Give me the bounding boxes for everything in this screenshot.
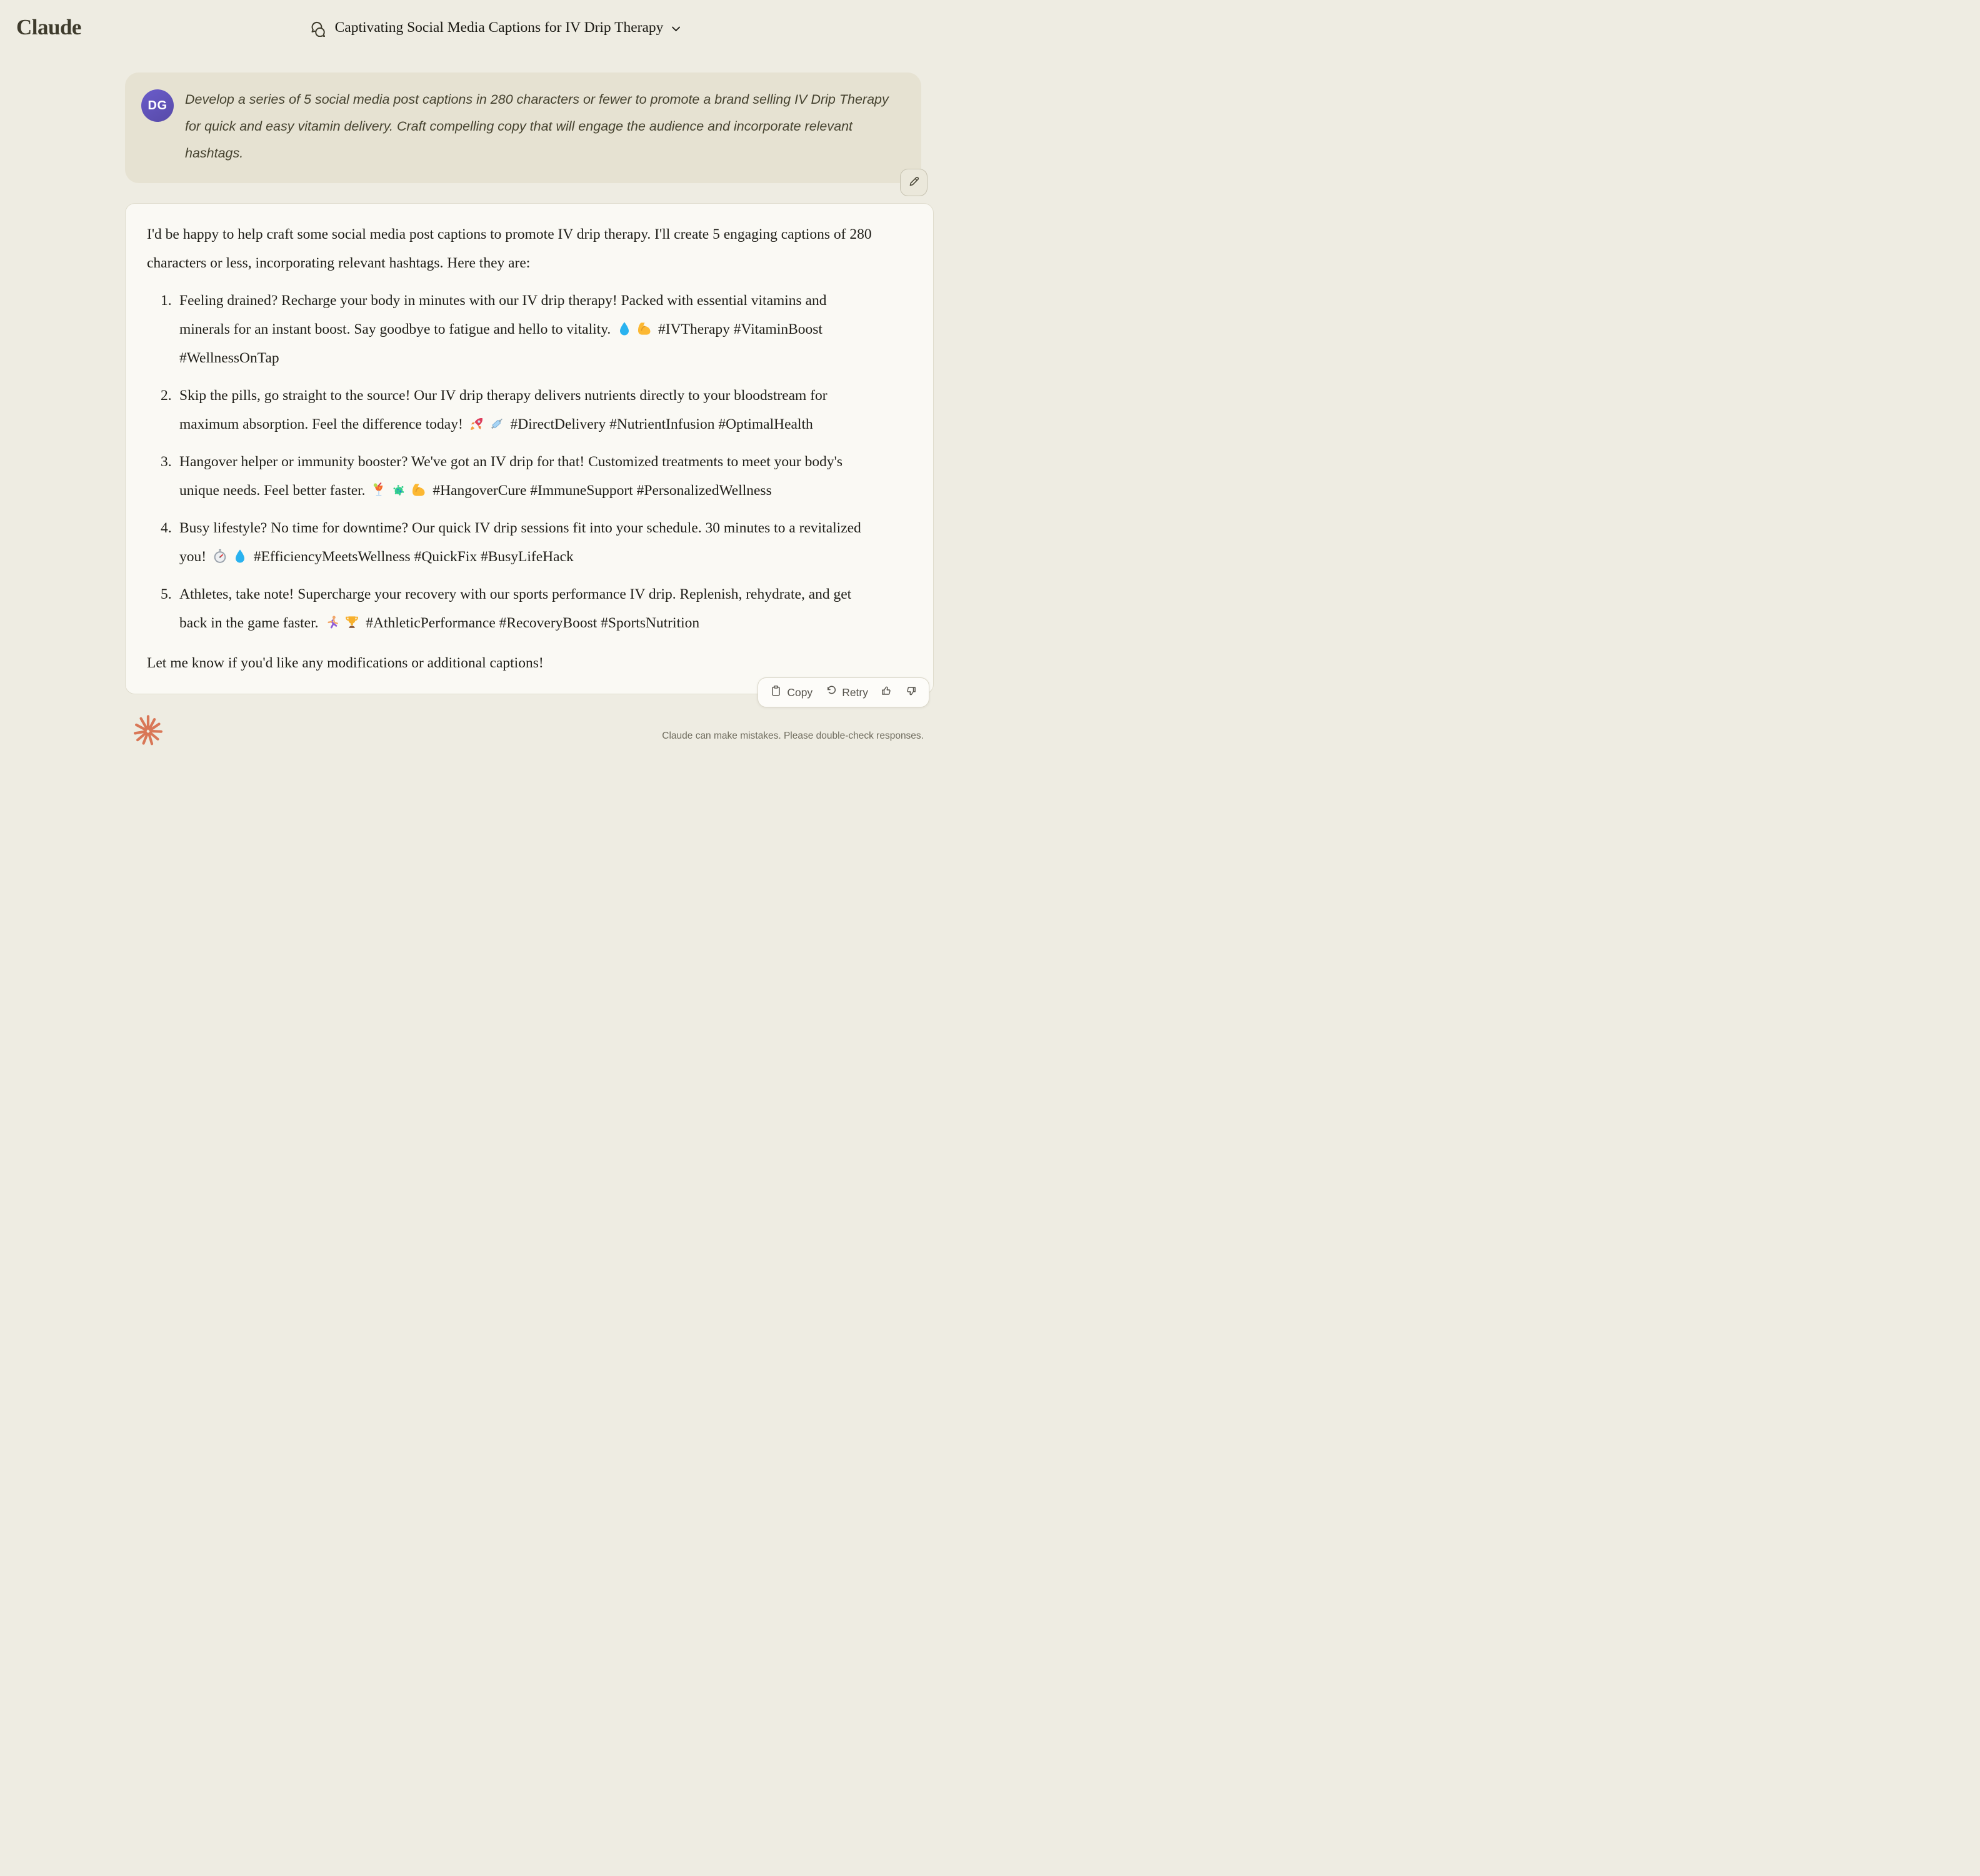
retry-label: Retry (842, 686, 868, 699)
retry-button[interactable] (819, 681, 874, 704)
conversation-title-menu[interactable] (310, 19, 681, 37)
claude-starburst-logo (131, 714, 165, 748)
assistant-message (125, 203, 934, 699)
caption-text: Feeling drained? Recharge your body in minutes with our IV drip therapy! Packed with essential vitamins and minerals for an instant boost. Say goodbye to fatigue and hello to vitality. (179, 292, 827, 337)
caption-body (179, 381, 870, 439)
flexed-biceps-emoji (636, 318, 652, 334)
caption-emojis (369, 482, 429, 499)
footer (125, 714, 934, 748)
thumbs-up-button[interactable] (875, 681, 898, 704)
user-message-text: Develop a series of 5 social media post captions in 280 characters or fewer to promote a brand selling IV Drip Therapy for quick and easy vitamin delivery. Craft compelling copy that will engage the audience and incorporate relevant hashtags. (185, 92, 889, 161)
caption-hashtags: #DirectDelivery #NutrientInfusion #OptimalHealth (506, 416, 813, 432)
user-message (125, 72, 921, 183)
top-bar (0, 0, 990, 60)
thumbs-up-icon (881, 685, 892, 700)
claude-wordmark-logo[interactable]: Claude (16, 15, 81, 39)
caption-item (147, 514, 912, 571)
caption-number: 2. (161, 387, 172, 404)
user-avatar: DG (141, 89, 174, 122)
caption-number: 5. (161, 586, 172, 602)
caption-emojis (210, 549, 250, 565)
copy-button[interactable] (764, 681, 818, 704)
message-action-bar (758, 677, 929, 707)
caption-number: 3. (161, 454, 172, 470)
retry-icon (825, 685, 837, 700)
chats-icon (310, 20, 327, 37)
conversation-title: Captivating Social Media Captions for IV Drip Therapy (334, 19, 664, 36)
caption-text: Skip the pills, go straight to the source! Our IV drip therapy delivers nutrients directly to your bloodstream for maximum absorption. Feel the difference today! (179, 387, 828, 432)
caption-item (147, 381, 912, 439)
thumbs-down-icon (905, 685, 917, 700)
captions-list (147, 286, 912, 637)
caption-hashtags: #IVTherapy #VitaminBoost #WellnessOnTap (179, 321, 822, 366)
trophy-emoji (344, 612, 360, 628)
caption-hashtags: #HangoverCure #ImmuneSupport #PersonalizedWellness (429, 482, 772, 499)
caption-hashtags: #AthleticPerformance #RecoveryBoost #SportsNutrition (362, 615, 700, 631)
caption-body (179, 447, 870, 505)
thumbs-down-button[interactable] (899, 681, 922, 704)
caption-text: Hangover helper or immunity booster? We've got an IV drip for that! Customized treatments to meet your body's unique needs. Feel better faster. (179, 454, 842, 499)
droplet-emoji (232, 546, 248, 562)
rocket-emoji (469, 413, 485, 429)
pencil-icon (908, 175, 921, 190)
chevron-down-icon (671, 26, 680, 32)
flexed-biceps-emoji (411, 479, 427, 496)
syringe-emoji (489, 413, 505, 429)
caption-emojis (322, 615, 362, 631)
caption-item (147, 580, 912, 637)
caption-body (179, 580, 870, 637)
caption-body (179, 514, 870, 571)
caption-emojis (614, 321, 654, 337)
stopwatch-emoji (212, 546, 228, 562)
droplet-emoji (616, 318, 632, 334)
chat-column (125, 72, 934, 748)
caption-number: 1. (161, 292, 172, 309)
caption-body (179, 286, 870, 372)
caption-hashtags: #EfficiencyMeetsWellness #QuickFix #BusyLifeHack (249, 549, 574, 565)
runner-emoji (324, 612, 340, 628)
caption-emojis (467, 416, 507, 432)
assistant-intro: I'd be happy to help craft some social media post captions to promote IV drip therapy. I'll create 5 engaging captions of 280 characters or less, incorporating relevant hashtags. Here they are: (147, 226, 872, 271)
copy-label: Copy (787, 686, 813, 699)
caption-item (147, 286, 912, 372)
caption-text: Athletes, take note! Supercharge your recovery with our sports performance IV drip. Replenish, rehydrate, and get back in the game faster. (179, 586, 852, 631)
caption-number: 4. (161, 520, 172, 536)
caption-item (147, 447, 912, 505)
disclaimer-text: Claude can make mistakes. Please double-check responses. (662, 731, 924, 741)
tropical-drink-emoji (371, 479, 387, 496)
caption-text: Busy lifestyle? No time for downtime? Our quick IV drip sessions fit into your schedule. 30 minutes to a revitalized you! (179, 520, 861, 565)
edit-message-button[interactable] (900, 169, 928, 196)
claude-app (0, 0, 990, 938)
microbe-emoji (391, 479, 407, 496)
assistant-outro: Let me know if you'd like any modifications or additional captions! (147, 655, 544, 671)
clipboard-icon (770, 685, 782, 700)
